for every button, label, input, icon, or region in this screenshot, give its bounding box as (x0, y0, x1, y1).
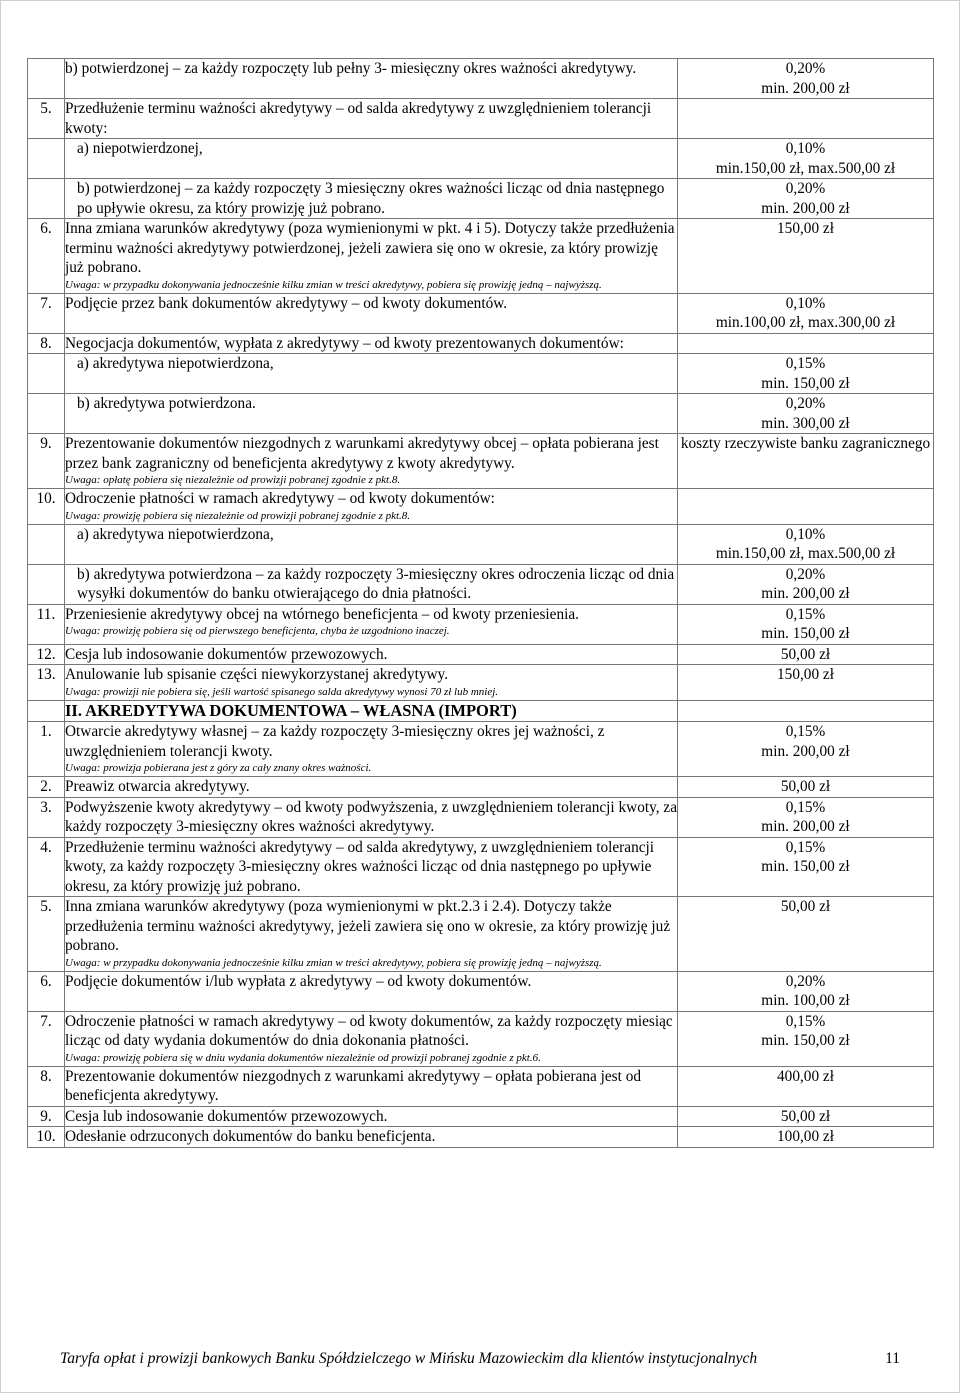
item-number (28, 604, 65, 644)
fee-value: 100,00 zł (777, 1128, 834, 1145)
fee-value: 400,00 zł (777, 1067, 834, 1085)
fee-value: 0,15% (785, 355, 826, 372)
footer-text: Taryfa opłat i prowizji bankowych Banku Spółdzielczego w Mińsku Mazowieckim dla klientów instytucjonalnych (60, 1350, 758, 1367)
fee-value: 150,00 zł (777, 666, 834, 683)
table-row (28, 489, 934, 525)
page-number: 11 (885, 1350, 900, 1367)
sub-item-text: a) akredytywa niepotwierdzona, (77, 525, 274, 543)
item-note: Uwaga: prowizję pobiera się niezależnie od prowizji pobranej zgodnie z pkt.8. (65, 509, 411, 522)
table-row (28, 219, 934, 294)
item-fee (678, 1011, 934, 1066)
item-description (65, 219, 678, 294)
item-fee (678, 644, 934, 665)
item-description (65, 1127, 678, 1148)
item-description (65, 99, 678, 139)
fee-table (27, 58, 934, 1148)
sub-item-text: a) niepotwierdzonej, (77, 140, 203, 157)
item-number-text: 9. (40, 435, 52, 452)
table-row (28, 1127, 934, 1148)
item-description-text: Odroczenie płatności w ramach akredytywy – od kwoty dokumentów, za każdy rozpoczęty miesiąc licząc od daty wydania dokumentów do dnia dokonania płatności. (65, 1012, 673, 1049)
section-title: II. AKREDYTYWA DOKUMENTOWA – WŁASNA (IMPORT) (65, 700, 517, 720)
item-fee (678, 797, 934, 837)
section-number-cell (28, 700, 65, 722)
section-fee-cell (678, 700, 934, 722)
item-note: Uwaga: prowizję pobiera się od pierwszego beneficjenta, chyba że uzgodniono inaczej. (65, 625, 450, 637)
item-fee (678, 394, 934, 434)
item-description-text: Cesja lub indosowanie dokumentów przewozowych. (65, 645, 388, 663)
item-description-text: Inna zmiana warunków akredytywy (poza wymienionymi w pkt. 4 i 5). Dotyczy także przedłużenia terminu ważności akredytywy potwierdzonej, jeżeli zawiera się ono w okresie, za który prowizję już pobrano. (65, 220, 675, 276)
item-number (28, 293, 65, 333)
item-description-text: Odesłanie odrzuconych dokumentów do banku beneficjenta. (65, 1128, 436, 1145)
item-description (65, 777, 678, 798)
fee-value: 0,15% (785, 1012, 826, 1030)
fee-value: 150,00 zł (777, 220, 834, 237)
item-description (65, 722, 678, 777)
item-number (28, 139, 65, 179)
item-fee (678, 59, 934, 99)
item-fee (678, 489, 934, 525)
item-description (65, 1011, 678, 1066)
item-description (65, 179, 678, 219)
fee-value: 0,10% (785, 525, 826, 543)
fee-value: min. 200,00 zł (761, 585, 850, 602)
table-row (28, 139, 934, 179)
fee-value: min. 150,00 zł (761, 625, 850, 642)
fee-value: 0,10% (785, 140, 826, 157)
item-description-text: Prezentowanie dokumentów niezgodnych z warunkami akredytywy obcej – opłata pobierana jest przez bank zagraniczny od beneficjenta akredytywy z kwoty akredytywy. (65, 435, 659, 472)
item-number-text: 3. (40, 798, 52, 816)
fee-value: 0,20% (785, 60, 826, 77)
item-number (28, 971, 65, 1011)
fee-table-body (28, 59, 934, 1148)
table-row (28, 1011, 934, 1066)
table-row (28, 293, 934, 333)
item-fee (678, 897, 934, 972)
item-number (28, 333, 65, 354)
table-row (28, 394, 934, 434)
fee-value: min. 150,00 zł (761, 374, 850, 392)
table-row (28, 434, 934, 489)
item-number-text: 7. (40, 294, 52, 312)
sub-item-text: b) akredytywa potwierdzona – za każdy rozpoczęty 3-miesięczny okres odroczenia licząc od dnia wysyłki dokumentów do banku otwierającego do dnia płatności. (77, 565, 675, 602)
item-description-text: Prezentowanie dokumentów niezgodnych z warunkami akredytywy – opłata pobierana jest od beneficjenta akredytywy. (65, 1067, 642, 1104)
item-number (28, 489, 65, 525)
fee-value: min. 200,00 zł (761, 79, 850, 97)
item-description-text: Podjęcie dokumentów i/lub wypłata z akredytywy – od kwoty dokumentów. (65, 972, 532, 990)
item-description (65, 293, 678, 333)
item-description (65, 897, 678, 972)
item-description-text: Negocjacja dokumentów, wypłata z akredytywy – od kwoty prezentowanych dokumentów: (65, 334, 624, 352)
table-row (28, 1106, 934, 1127)
item-fee (678, 99, 934, 139)
fee-value: min. 200,00 zł (761, 199, 850, 217)
item-number-text: 10. (36, 1128, 56, 1145)
item-number (28, 644, 65, 665)
fee-value: 0,20% (785, 395, 826, 412)
table-row (28, 604, 934, 644)
table-row (28, 179, 934, 219)
item-number-text: 4. (40, 838, 52, 856)
item-description (65, 564, 678, 604)
item-number-text: 6. (40, 972, 52, 990)
item-description (65, 524, 678, 564)
fee-value: min. 200,00 zł (761, 742, 850, 760)
item-description-text: Przedłużenie terminu ważności akredytywy – od salda akredytywy, z uwzględnieniem tolerancji kwoty, za każdy rozpoczęty 3-miesięczny okres ważności licząc od dnia następnego po upływie okresu, za który prowizję już pobrano. (65, 838, 655, 895)
table-row (28, 797, 934, 837)
item-note: Uwaga: w przypadku dokonywania jednocześnie kilku zmian w treści akredytywy, pobiera się prowizję jedną – najwyższą. (65, 956, 602, 969)
item-number (28, 1106, 65, 1127)
item-number (28, 1127, 65, 1148)
item-description (65, 59, 678, 99)
item-number (28, 564, 65, 604)
item-description (65, 489, 678, 525)
item-description (65, 665, 678, 701)
fee-value: min.150,00 zł, max.500,00 zł (715, 545, 896, 562)
fee-value: min. 150,00 zł (761, 1032, 850, 1049)
fee-value: 50,00 zł (780, 645, 831, 663)
item-note: Uwaga: opłatę pobiera się niezależnie od prowizji pobranej zgodnie z pkt.8. (65, 474, 401, 486)
item-fee (678, 1106, 934, 1127)
item-description (65, 1106, 678, 1127)
item-number (28, 1011, 65, 1066)
item-fee (678, 837, 934, 897)
item-description (65, 604, 678, 644)
fee-value: 0,20% (785, 972, 826, 990)
item-description (65, 1066, 678, 1106)
table-row (28, 971, 934, 1011)
table-row (28, 59, 934, 99)
item-number (28, 179, 65, 219)
item-number (28, 777, 65, 798)
item-description (65, 797, 678, 837)
fee-value: 0,15% (785, 798, 826, 816)
item-description-text: Przeniesienie akredytywy obcej na wtórnego beneficjenta – od kwoty przeniesienia. (65, 605, 579, 623)
item-number (28, 354, 65, 394)
item-number (28, 797, 65, 837)
fee-value: 0,15% (785, 605, 826, 623)
fee-value: 50,00 zł (780, 898, 831, 915)
fee-value: 0,15% (785, 723, 826, 740)
item-description-text: Podwyższenie kwoty akredytywy – od kwoty podwyższenia, z uwzględnieniem tolerancji kwoty, za każdy rozpoczęty 3-miesięczny okres ważności akredytywy. (65, 798, 677, 835)
item-fee (678, 434, 934, 489)
item-fee (678, 219, 934, 294)
item-note: Uwaga: w przypadku dokonywania jednocześnie kilku zmian w treści akredytywy, pobiera się prowizję jedną – najwyższą. (65, 278, 602, 291)
item-number (28, 897, 65, 972)
sub-item-text: b) akredytywa potwierdzona. (77, 395, 256, 412)
item-description-text: Cesja lub indosowanie dokumentów przewozowych. (65, 1107, 388, 1125)
fee-value: 0,20% (785, 180, 826, 197)
item-description-text: Odroczenie płatności w ramach akredytywy – od kwoty dokumentów: (65, 490, 495, 507)
item-description (65, 139, 678, 179)
table-row (28, 524, 934, 564)
item-description (65, 644, 678, 665)
item-fee (678, 604, 934, 644)
item-fee (678, 971, 934, 1011)
item-note: Uwaga: prowizja pobierana jest z góry za cały znany okres ważności. (65, 762, 372, 774)
table-row (28, 354, 934, 394)
fee-value: min. 200,00 zł (761, 818, 850, 835)
item-number-text: 5. (40, 898, 52, 915)
item-number-text: 1. (40, 723, 52, 740)
item-fee (678, 524, 934, 564)
item-fee (678, 179, 934, 219)
item-fee (678, 354, 934, 394)
item-description (65, 333, 678, 354)
page-footer (60, 1350, 900, 1368)
item-description (65, 434, 678, 489)
item-number-text: 7. (40, 1012, 52, 1030)
item-fee (678, 665, 934, 701)
fee-value: 0,10% (785, 294, 826, 312)
item-number (28, 434, 65, 489)
fee-value: min. 150,00 zł (761, 858, 850, 875)
item-fee (678, 1066, 934, 1106)
item-note: Uwaga: prowizję pobiera się w dniu wydania dokumentów niezależnie od prowizji pobranej zgodnie z pkt.6. (65, 1051, 541, 1064)
item-number (28, 394, 65, 434)
table-row (28, 333, 934, 354)
item-description-text: Przedłużenie terminu ważności akredytywy – od salda akredytywy z uwzględnieniem tolerancji kwoty: (65, 100, 652, 137)
item-description-text: Anulowanie lub spisanie części niewykorzystanej akredytywy. (65, 666, 449, 683)
item-number (28, 524, 65, 564)
fee-value: min.150,00 zł, max.500,00 zł (715, 159, 896, 177)
item-fee (678, 1127, 934, 1148)
item-description-text: Inna zmiana warunków akredytywy (poza wymienionymi w pkt.2.3 i 2.4). Dotyczy także przedłużenia terminu ważności akredytywy, jeżeli zawiera się ono w okresie, za który prowizję już pobrano. (65, 898, 671, 954)
item-fee (678, 777, 934, 798)
item-description-text: Podjęcie przez bank dokumentów akredytywy – od kwoty dokumentów. (65, 294, 508, 312)
item-number (28, 99, 65, 139)
item-number-text: 9. (40, 1107, 52, 1125)
item-fee (678, 722, 934, 777)
item-number (28, 59, 65, 99)
sub-item-text: a) akredytywa niepotwierdzona, (77, 355, 274, 372)
item-number-text: 13. (36, 666, 56, 683)
item-fee (678, 139, 934, 179)
item-number-text: 10. (36, 490, 56, 507)
item-number-text: 6. (40, 220, 52, 237)
table-row (28, 644, 934, 665)
item-number-text: 12. (36, 645, 56, 663)
item-number-text: 8. (40, 1067, 52, 1085)
item-number (28, 722, 65, 777)
item-number (28, 219, 65, 294)
item-description-text: Preawiz otwarcia akredytywy. (65, 778, 250, 795)
section-title-cell (65, 700, 678, 722)
item-number (28, 665, 65, 701)
fee-value: min. 300,00 zł (761, 414, 850, 432)
item-note: Uwaga: prowizji nie pobiera się, jeśli wartość spisanego salda akredytywy wynosi 70 zł lub mniej. (65, 685, 499, 698)
item-fee (678, 333, 934, 354)
fee-value: 0,20% (785, 565, 826, 583)
sub-item-text: b) potwierdzonej – za każdy rozpoczęty 3 miesięczny okres ważności licząc od dnia następnego po upływie okresu, za który prowizję już pobrano. (77, 180, 665, 217)
table-row (28, 665, 934, 701)
section-header-row (28, 700, 934, 722)
fee-value: 0,15% (785, 838, 826, 856)
table-row (28, 99, 934, 139)
item-description (65, 394, 678, 434)
item-number (28, 837, 65, 897)
fee-value: min. 100,00 zł (761, 992, 850, 1009)
item-number-text: 2. (40, 778, 52, 795)
table-row (28, 897, 934, 972)
fee-value: min.100,00 zł, max.300,00 zł (715, 314, 896, 331)
table-row (28, 777, 934, 798)
item-description (65, 837, 678, 897)
fee-value: koszty rzeczywiste banku zagranicznego (680, 435, 931, 452)
fee-value: 50,00 zł (780, 778, 831, 795)
item-number-text: 5. (40, 100, 52, 117)
fee-value: 50,00 zł (780, 1107, 831, 1125)
item-description (65, 971, 678, 1011)
item-number-text: 11. (36, 605, 56, 623)
item-number-text: 8. (40, 334, 52, 352)
table-row (28, 837, 934, 897)
table-row (28, 564, 934, 604)
item-description-text: Otwarcie akredytywy własnej – za każdy rozpoczęty 3-miesięczny okres jej ważności, z uwzględnieniem tolerancji kwoty. (65, 723, 605, 760)
table-row (28, 1066, 934, 1106)
item-description-text: b) potwierdzonej – za każdy rozpoczęty lub pełny 3- miesięczny okres ważności akredytywy. (65, 60, 637, 77)
item-number (28, 1066, 65, 1106)
item-fee (678, 293, 934, 333)
item-fee (678, 564, 934, 604)
table-row (28, 722, 934, 777)
item-description (65, 354, 678, 394)
